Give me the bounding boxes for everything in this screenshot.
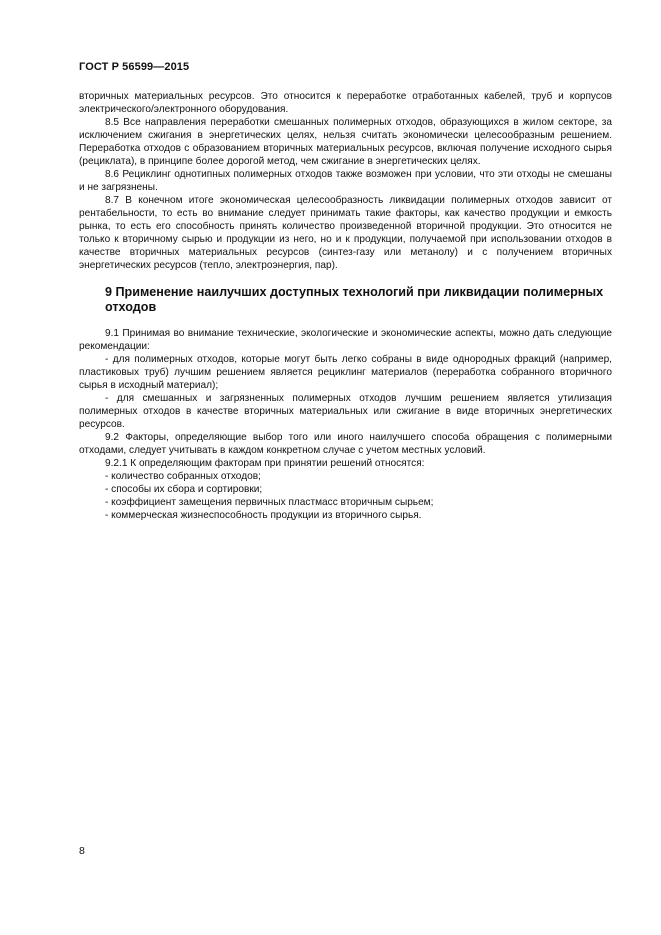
page-number: 8: [79, 845, 85, 857]
paragraph-8-6: 8.6 Рециклинг однотипных полимерных отходов также возможен при условии, что эти отходы не смешаны и не загрязнены.: [79, 169, 612, 193]
paragraph-8-4-continuation: вторичных материальных ресурсов. Это относится к переработке отработанных кабелей, труб и корпусов электрического/электронного оборудования.: [79, 91, 612, 115]
factor-item: - количество собранных отходов;: [105, 471, 261, 482]
page-body: [79, 90, 612, 522]
paragraph-8-7: 8.7 В конечном итоге экономическая целесообразность ликвидации полимерных отходов зависит от рентабельности, то есть во внимание следует принимать такие факторы, как качество продукции и емкость рынка, то есть его способность принять количество произведенной вторичной продукции. Это относится не только к вторичному сырью и продукции из него, но и к продукции, получаемой при использовании отходов в качестве вторичных материальных ресурсов (синтез-газу или метанолу) и с получением вторичных энергетических ресурсов (тепло, электроэнергия, пар).: [79, 195, 612, 271]
paragraph-9-1: 9.1 Принимая во внимание технические, экологические и экономические аспекты, можно дать следующие рекомендации:: [79, 328, 612, 352]
factor-item: - способы их сбора и сортировки;: [105, 484, 263, 495]
document-header: ГОСТ Р 56599—2015: [79, 61, 190, 73]
recommendation-item: - для смешанных и загрязненных полимерных отходов лучшим решением является утилизация полимерных отходов в качестве вторичных материальных или сжигание в виде вторичных энергетических ресурсов.: [79, 393, 612, 430]
recommendation-item: - для полимерных отходов, которые могут быть легко собраны в виде однородных фракций (например, пластиковых труб) лучшим решением является рециклинг материалов (переработка собранного вторичного сырья в исходный материал);: [79, 354, 612, 391]
factor-item: - коэффициент замещения первичных пластмасс вторичным сырьем;: [105, 497, 434, 508]
section-9-heading: 9 Применение наилучших доступных технологий при ликвидации полимерных отходов: [105, 285, 604, 314]
paragraph-9-2-1: 9.2.1 К определяющим факторам при принятии решений относятся:: [105, 458, 425, 469]
factor-item: - коммерческая жизнеспособность продукции из вторичного сырья.: [105, 510, 422, 521]
paragraph-8-5: 8.5 Все направления переработки смешанных полимерных отходов, образующихся в жилом секторе, за исключением сжигания в энергетических целях, нельзя считать экономически целесообразным решением. Переработка отходов с образованием вторичных материальных ресурсов, включая получение исходного сырья (рециклата), в принципе более дорогой метод, чем сжигание в энергетических целях.: [79, 117, 612, 167]
factors-list: [79, 470, 612, 522]
paragraph-9-2: 9.2 Факторы, определяющие выбор того или иного наилучшего способа обращения с полимерными отходами, следует учитывать в каждом конкретном случае с учетом местных условий.: [79, 432, 612, 456]
